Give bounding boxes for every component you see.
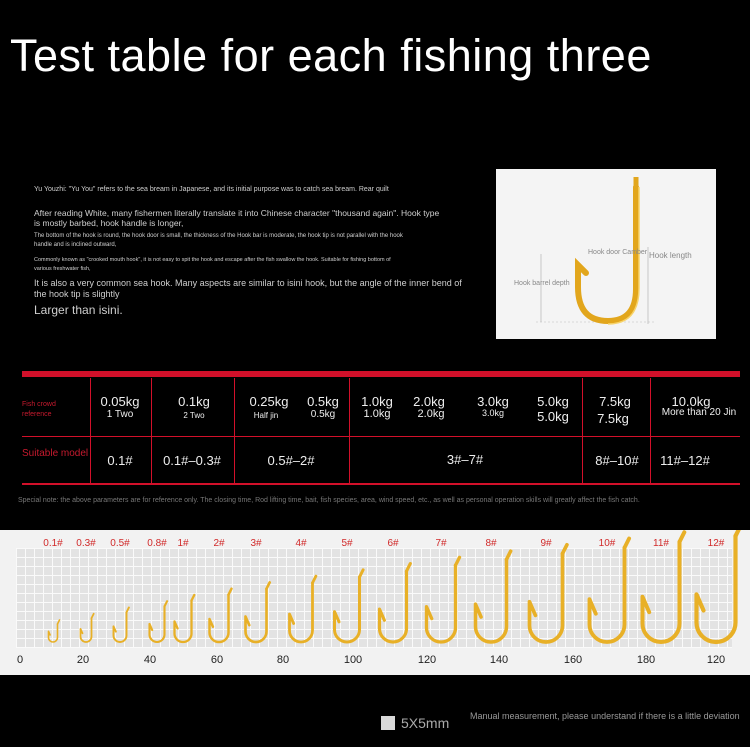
weight-cell: 7.5kg — [599, 394, 631, 409]
ruler-tick-label: 160 — [563, 654, 583, 666]
ruler-tick-label: 80 — [276, 654, 290, 666]
hook-shape — [590, 548, 625, 642]
model-cell: 11#–12# — [660, 453, 710, 468]
hook-shape — [697, 536, 736, 642]
hook-eye — [680, 532, 685, 542]
hook-length-label: Hook length — [649, 251, 692, 260]
hook-shape — [246, 589, 267, 642]
ruler-tick-label: 100 — [343, 654, 363, 666]
table-col-divider — [90, 378, 91, 484]
hook-size-label: 7# — [435, 538, 447, 549]
weight-cell: 0.05kg — [100, 394, 140, 409]
description-line: The bottom of the hook is round, the hook door is small, the thickness of the Hook bar is moderate, the hook tip is not parallel with the hook — [34, 233, 403, 239]
hook-shape — [476, 559, 507, 642]
weight-cell: 0.25kg — [249, 394, 289, 409]
ruler-tick-label: 140 — [489, 654, 509, 666]
weight-subcell: 7.5kg — [597, 411, 629, 426]
weight-cell: 1.0kg — [361, 394, 393, 409]
hook-size-label: 0.3# — [76, 538, 96, 549]
table-col-divider — [151, 378, 152, 484]
weight-subcell: More than 20 Jin — [661, 407, 737, 418]
row-label-suitable-model: Suitable model — [22, 448, 89, 459]
hook-size-label: 12# — [707, 538, 725, 549]
special-note: Special note: the above parameters are for reference only. The closing time, Rod lifting time, bait, fish species, area, wind speed, etc., as well as personal operation skills will greatly affect the fish catch. — [18, 497, 640, 504]
description-line: handle and is inclined outward, — [34, 242, 117, 248]
hook-size-label: 6# — [387, 538, 399, 549]
hook-size-label: 2# — [213, 538, 225, 549]
hook-size-label: 0.1# — [43, 538, 63, 549]
ruler-tick-label: 120 — [706, 654, 726, 666]
weight-subcell: 1 Two — [106, 409, 134, 420]
hook-eye — [267, 582, 270, 588]
row-label-fish-reference: Fish crowd reference — [22, 401, 56, 418]
weight-cell: 10.0kg — [671, 394, 711, 409]
weight-subcell: 5.0kg — [537, 409, 569, 424]
weight-subcell: 1.0kg — [363, 408, 391, 420]
hook-size-label: 10# — [598, 538, 616, 549]
hook-size-label: 0.5# — [110, 538, 130, 549]
ruler-tick-label: 120 — [417, 654, 437, 666]
ruler-tick-label: 60 — [210, 654, 224, 666]
table-bottom-border — [22, 483, 740, 485]
description-line: Commonly known as "crooked mouth hook", it is not easy to spit the hook and escape after the fish swallow the hook. Suitable for fishing bottom of — [34, 257, 391, 263]
description-line: various freshwater fish, — [34, 266, 91, 272]
hook-shape — [150, 606, 165, 642]
hook-shape — [210, 595, 229, 642]
model-cell: 0.1#–0.3# — [163, 453, 221, 468]
ruler-tick-label: 180 — [636, 654, 656, 666]
hook-shape — [335, 577, 360, 642]
hook-size-label: 0.8# — [147, 538, 167, 549]
hook-eye — [625, 539, 630, 548]
ruler-tick-label: 0 — [16, 654, 24, 666]
weight-subcell: Half jin — [253, 411, 279, 420]
model-cell: 0.1# — [107, 453, 133, 468]
hook-eye — [456, 557, 460, 565]
hook-size-label: 4# — [295, 538, 307, 549]
hook-size-label: 8# — [485, 538, 497, 549]
hook-eye — [127, 607, 129, 612]
hook-depth-label: Hook barrel depth — [514, 280, 570, 287]
description-line: is mostly barbed, hook handle is longer, — [34, 218, 184, 228]
hook-size-label: 11# — [653, 538, 669, 549]
hook-eye — [360, 570, 364, 577]
hook-eye — [407, 564, 411, 572]
hook-eye — [165, 601, 168, 606]
table-col-divider — [234, 378, 235, 484]
hook-eye — [313, 576, 316, 583]
hook-shape — [114, 612, 127, 642]
table-row-divider — [22, 436, 740, 437]
table-col-divider — [349, 378, 350, 484]
hook-diagram — [496, 169, 716, 339]
weight-subcell: 2 Two — [183, 411, 205, 420]
hook-eye — [563, 545, 567, 554]
weight-subcell: 0.5kg — [310, 409, 336, 420]
hook-eye — [507, 551, 511, 559]
model-cell: 8#–10# — [595, 453, 639, 468]
weight-cell: 5.0kg — [537, 394, 569, 409]
weight-subcell: 3.0kg — [481, 408, 505, 418]
ruler-tick-label: 40 — [143, 654, 157, 666]
description-line: the hook tip is slightly — [34, 289, 120, 299]
page-title: Test table for each fishing three — [10, 30, 652, 81]
weight-cell: 0.1kg — [178, 394, 210, 409]
grid-legend-swatch — [381, 716, 395, 730]
hook-eye — [192, 595, 195, 601]
description-line: Larger than isini. — [34, 303, 123, 317]
hook-size-label: 5# — [341, 538, 353, 549]
description-line: Yu Youzhi: "Yu You" refers to the sea bream in Japanese, and its initial purpose was to catch sea bream. Rear quilt — [34, 186, 389, 193]
table-col-divider — [582, 378, 583, 484]
weight-cell: 3.0kg — [477, 394, 509, 409]
hook-eye — [92, 614, 94, 618]
hook-eye — [58, 620, 60, 624]
weight-cell: 0.5kg — [307, 394, 339, 409]
hook-eye — [229, 589, 232, 595]
hook-shape — [81, 618, 92, 642]
weight-cell: 2.0kg — [413, 394, 445, 409]
hook-shape — [290, 583, 313, 642]
table-col-divider — [650, 378, 651, 484]
model-cell: 0.5#–2# — [267, 453, 315, 468]
description-line: After reading White, many fishermen literally translate it into Chinese character "thousand again". Hook type — [34, 208, 440, 218]
hook-shape — [380, 571, 407, 642]
hook-door-label: Hook door Camber — [588, 249, 648, 256]
hook-shape — [175, 601, 192, 642]
grid-size-label: 5X5mm — [401, 715, 450, 731]
hook-size-label: 9# — [540, 538, 552, 549]
hook-eye — [736, 530, 741, 536]
hook-shape — [427, 565, 456, 642]
ruler-tick-label: 20 — [76, 654, 90, 666]
table-top-border — [22, 371, 740, 377]
measurement-footnote: Manual measurement, please understand if there is a little deviation — [470, 711, 740, 721]
weight-subcell: 2.0kg — [417, 408, 445, 420]
description-line: It is also a very common sea hook. Many aspects are similar to isini hook, but the angle of the inner bend of — [34, 278, 462, 288]
hook-shape — [530, 554, 563, 642]
hook-shape — [49, 624, 58, 642]
hook-size-label: 3# — [250, 538, 262, 549]
hook-size-label: 1# — [177, 538, 189, 549]
model-cell: 3#–7# — [446, 452, 484, 467]
hook-shape — [643, 542, 680, 642]
